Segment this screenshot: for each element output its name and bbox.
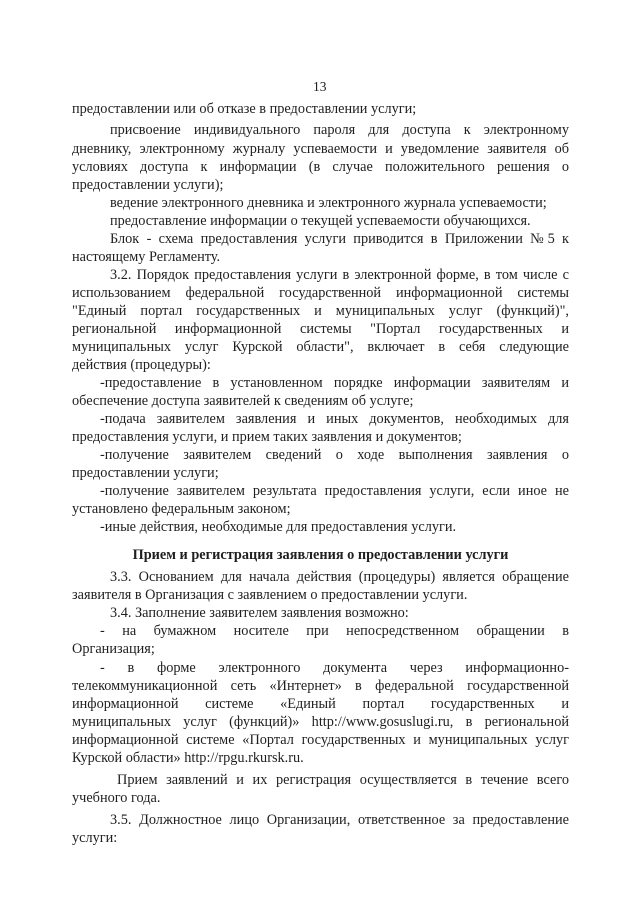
text-line: муниципальных услуг Курской области", включает в себя следующие [72, 339, 569, 355]
text-line: - в форме электронного документа через информационно- [100, 660, 569, 676]
text-line: -иные действия, необходимые для предоставления услуги. [100, 519, 457, 535]
text-line: Организация; [72, 641, 155, 657]
text-line: предоставлении или об отказе в предоставлении услуги; [72, 101, 417, 117]
text-line: предоставление информации о текущей успеваемости обучающихся. [110, 213, 531, 229]
text-line: - на бумажном носителе при непосредственном обращении в [100, 623, 569, 639]
text-line: дневнику, электронному журналу успеваемости и уведомление заявителя об [72, 141, 569, 157]
text-line: 3.5. Должностное лицо Организации, ответственное за предоставление [110, 812, 569, 828]
text-line: Прием заявлений и их регистрация осуществляется в течение всего [117, 772, 569, 788]
text-line: Блок - схема предоставления услуги приводится в Приложении №5 к [110, 231, 569, 247]
text-line: -получение заявителем сведений о ходе выполнения заявления о [100, 447, 569, 463]
text-line: -получение заявителем результата предоставления услуги, если иное не [100, 483, 569, 499]
text-line: 3.4. Заполнение заявителем заявления возможно: [110, 605, 409, 621]
text-line: установлено федеральным законом; [72, 501, 291, 517]
text-line: телекоммуникационной сеть «Интернет» в федеральной государственной [72, 678, 569, 694]
text-line: -предоставление в установленном порядке информации заявителям и [100, 375, 569, 391]
text-line: предоставлении услуги; [72, 465, 219, 481]
section-heading: Прием и регистрация заявления о предоставлении услуги [132, 547, 509, 563]
text-line: использованием федеральной государственной информационной системы [72, 285, 569, 301]
text-line: Курской области» http://rpgu.rkursk.ru. [72, 750, 304, 766]
text-line: информационной системе «Портал государственных и муниципальных услуг [72, 732, 569, 748]
page-number: 13 [313, 79, 327, 94]
text-line: заявителя в Организация с заявлением о предоставлении услуги. [72, 587, 468, 603]
text-line: информационной системе «Единый портал государственных и [72, 696, 569, 712]
text-line: региональной информационной системы "Портал государственных и [72, 321, 569, 337]
text-line: муниципальных услуг (функций)» http://www.gosuslugi.ru, в региональной [72, 714, 569, 730]
text-line: 3.3. Основанием для начала действия (процедуры) является обращение [110, 569, 569, 585]
text-line: предоставлении услуги); [72, 177, 224, 193]
text-line: условиях доступа к информации (в случае положительного решения о [72, 159, 569, 175]
text-line: услуги: [72, 830, 118, 846]
text-line: "Единый портал государственных и муниципальных услуг (функций)", [72, 303, 569, 319]
text-line: обеспечение доступа заявителей к сведениям об услуге; [72, 393, 414, 409]
text-line: учебного года. [72, 790, 161, 806]
text-line: -подача заявителем заявления и иных документов, необходимых для [100, 411, 569, 427]
text-line: предоставления услуги, и прием таких заявления и документов; [72, 429, 462, 445]
text-line: действия (процедуры): [72, 357, 211, 373]
text-line: ведение электронного дневника и электронного журнала успеваемости; [110, 195, 547, 211]
text-line: настоящему Регламенту. [72, 249, 221, 265]
text-line: присвоение индивидуального пароля для доступа к электронному [110, 122, 569, 138]
text-line: 3.2. Порядок предоставления услуги в электронной форме, в том числе с [110, 267, 569, 283]
